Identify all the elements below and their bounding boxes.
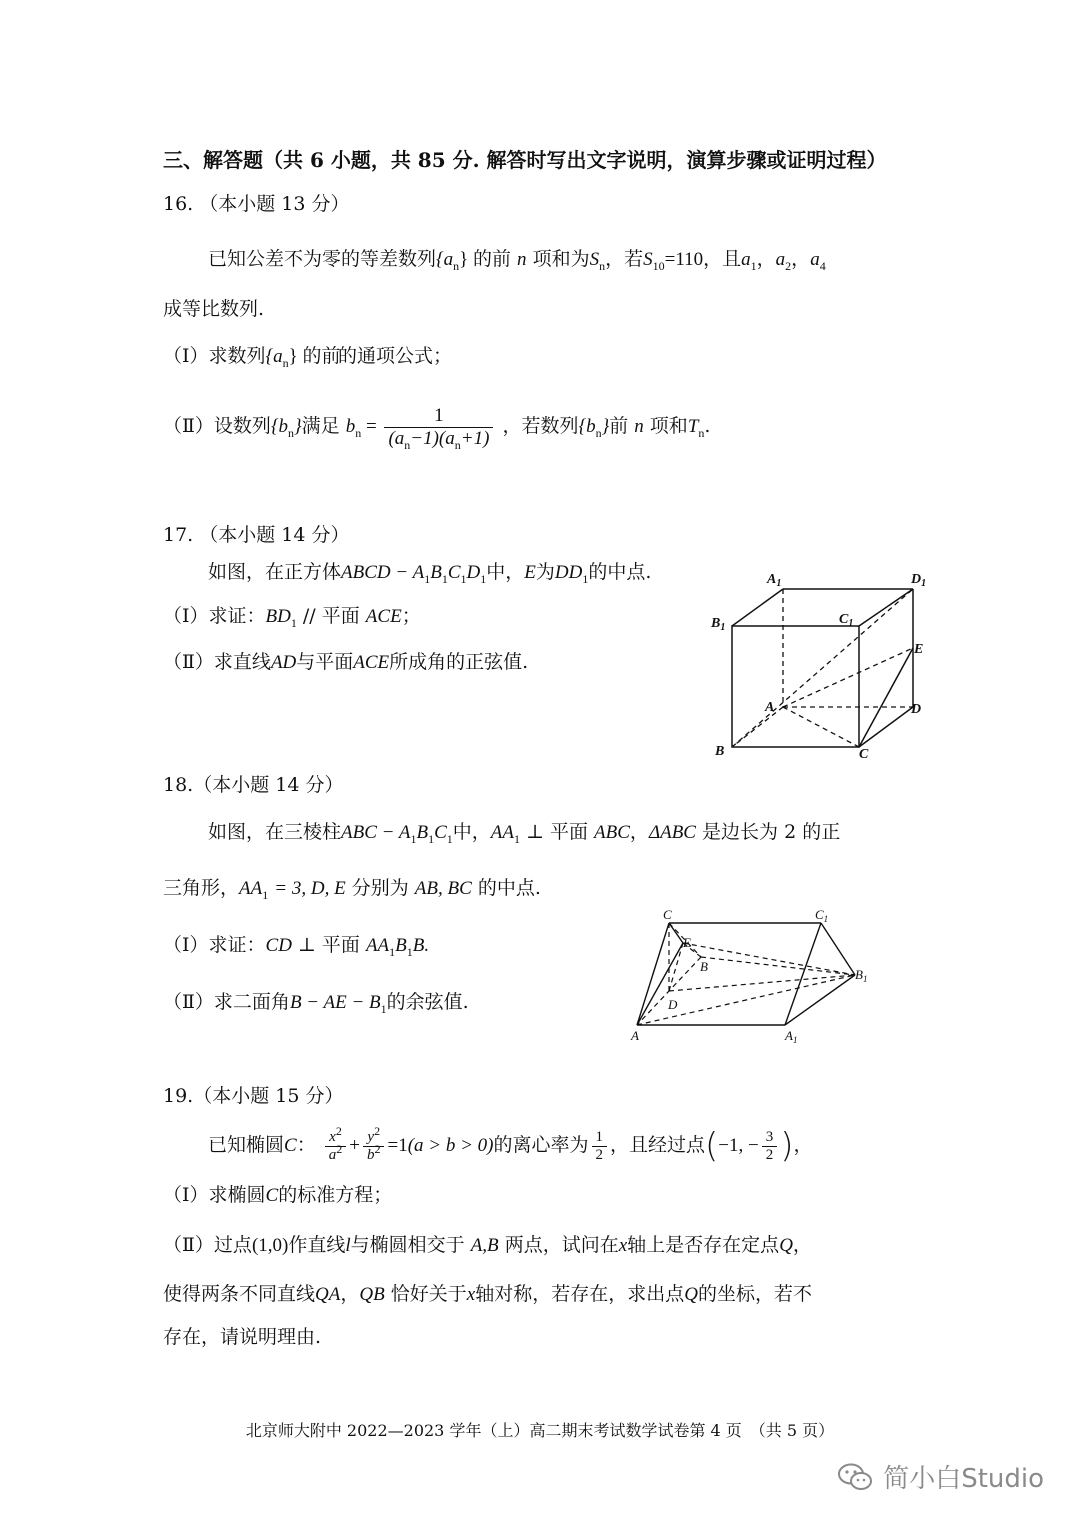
q17-label-D: D bbox=[911, 702, 922, 717]
q16-fraction: $\frac{1}{(a_n-1)(a_n+1)}$ bbox=[384, 405, 493, 450]
wechat-icon bbox=[837, 1462, 873, 1492]
q17-label-C1: $C_1$ bbox=[839, 612, 854, 629]
q18-label-A: A bbox=[631, 1028, 639, 1043]
q18-part2: （Ⅱ）求二面角B − AE − $B_1$的余弦值. bbox=[163, 991, 469, 1016]
q19-header: 19.（本小题 15 分） bbox=[163, 1085, 344, 1107]
q18-header: 18.（本小题 14 分） bbox=[163, 774, 344, 796]
q18-part1: （Ⅰ）求证：CD ⊥ 平面 $AA_1B_1B$. bbox=[163, 934, 430, 959]
q17-stem: 如图，在正方体ABCD − $A_1B_1C_1D_1$中，E为$DD_1$的中点. bbox=[208, 561, 652, 586]
q16-stem-line1: 已知公差不为零的等差数列$\{a_n\}$ 的前 n 项和为$S_n$，若$S_{10}=110$，且$a_1$，$a_2$，$a_4$ bbox=[208, 248, 826, 273]
q18-label-C1: $C_1$ bbox=[815, 907, 829, 924]
q17-label-B: B bbox=[715, 744, 725, 759]
watermark-text: 简小白Studio bbox=[883, 1464, 1044, 1494]
q17-label-E: E bbox=[914, 642, 924, 657]
q19-stem: 已知椭圆C： $\frac{x^2}{a^2}$ + $\frac{y^2}{b^2}$ =1(a > b > 0)的离心率为 $\frac{1}{2}$ ，且经过点(−1, − $\frac{3}{2}$ )， bbox=[208, 1123, 813, 1166]
q18-label-B1: $B_1$ bbox=[855, 967, 868, 984]
q18-prism-figure bbox=[625, 905, 885, 1045]
section-heading: 三、解答题（共 6 小题，共 85 分. 解答时写出文字说明，演算步骤或证明过程） bbox=[163, 148, 887, 172]
q18-stem-line2: 三角形，$AA_1 = 3$, D, E 分别为 AB, BC 的中点. bbox=[163, 877, 541, 902]
q17-label-C: C bbox=[859, 747, 869, 762]
q16-part2: （Ⅱ）设数列$\{b_n\}$满足 $b_n$ = $\frac{1}{(a_n-1)(a_n+1)}$ ，若数列$\{b_n\}$前 n 项和$T_n$. bbox=[163, 404, 711, 452]
q18-label-D: D bbox=[668, 997, 678, 1012]
q16-part1-end: 的通项公式； bbox=[338, 345, 453, 367]
watermark bbox=[837, 1458, 1044, 1495]
q17-header: 17. （本小题 14 分） bbox=[163, 524, 350, 546]
q18-label-A1: $A_1$ bbox=[785, 1028, 798, 1045]
q17-part1: （Ⅰ）求证：$BD_1$ // 平面 ACE； bbox=[163, 605, 421, 630]
page-footer: 北京师大附中 2022—2023 学年（上）高二期末考试数学试卷第 4 页 （共 5 页） bbox=[245, 1421, 835, 1440]
q19-part2-line1: （Ⅱ）过点(1,0)作直线l与椭圆相交于 A,B 两点，试问在x轴上是否存在定点Q， bbox=[163, 1234, 812, 1256]
q16-part1: （Ⅰ）求数列$\{a_n\}$ 的前 bbox=[163, 345, 341, 370]
q17-part2: （Ⅱ）求直线AD与平面ACE所成角的正弦值. bbox=[163, 651, 529, 673]
q19-part1: （Ⅰ）求椭圆C的标准方程； bbox=[163, 1184, 393, 1206]
q17-cube-figure bbox=[705, 565, 940, 765]
q18-label-E: E bbox=[683, 935, 691, 950]
q16-header: 16. （本小题 13 分） bbox=[163, 193, 350, 215]
q16-stem-line2: 成等比数列. bbox=[163, 298, 265, 320]
q19-part2-line2: 使得两条不同直线QA，QB 恰好关于x轴对称，若存在，求出点Q的坐标，若不 bbox=[163, 1283, 812, 1305]
q19-part2-line3: 存在，请说明理由. bbox=[163, 1326, 322, 1348]
q18-stem-line1: 如图，在三棱柱ABC − $A_1B_1C_1$中，$AA_1$ ⊥ 平面 ABC，ΔABC 是边长为 2 的正 bbox=[208, 821, 841, 846]
q17-label-B1: $B_1$ bbox=[711, 616, 726, 633]
q17-label-A: A bbox=[765, 700, 775, 715]
q18-label-B: B bbox=[700, 959, 708, 974]
q17-label-A1: $A_1$ bbox=[767, 572, 782, 589]
q18-label-C: C bbox=[663, 907, 672, 922]
q17-label-D1: $D_1$ bbox=[911, 572, 927, 589]
